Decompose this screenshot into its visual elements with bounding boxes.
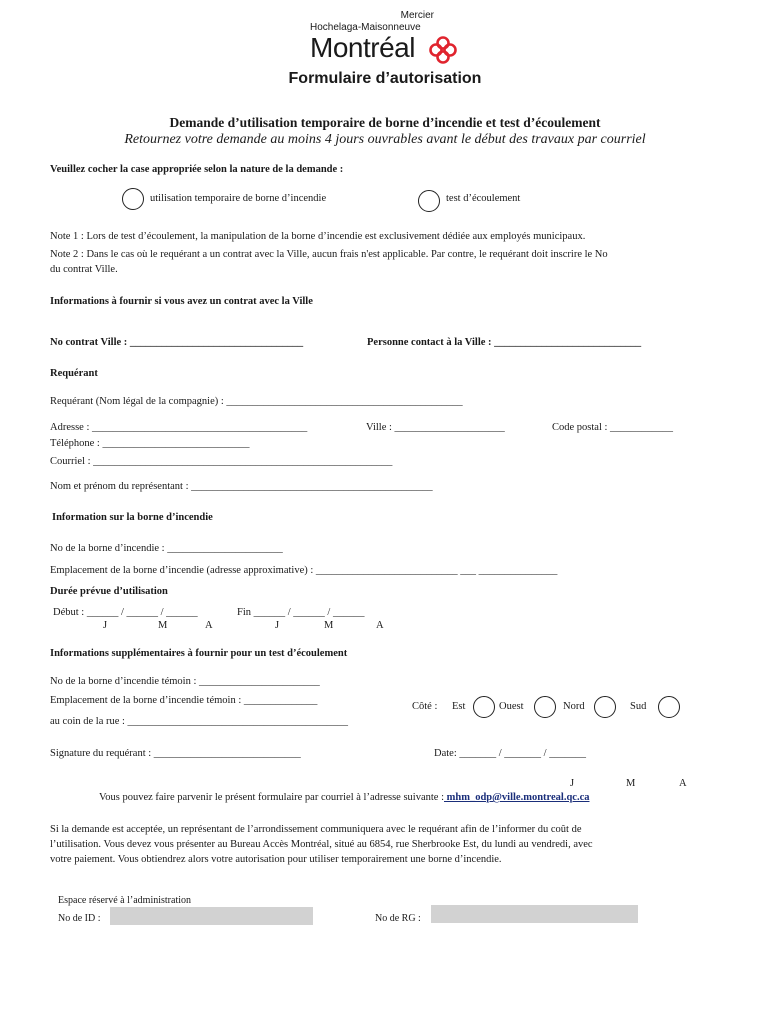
note-2a: Note 2 : Dans le cas où le requérant a un contrat avec la Ville, aucun frais n'est applicable. Par contre, le requérant doit inscrire le No: [50, 249, 608, 260]
logo-city: Montréal: [310, 32, 415, 63]
hydrant-heading: Information sur la borne d’incendie: [52, 512, 213, 523]
logo-line1: Mercier: [400, 10, 434, 21]
city-field[interactable]: Ville : _____________________: [366, 422, 505, 433]
logo-line2: Hochelaga-Maisonneuve: [310, 22, 421, 33]
witness-hydrant-number-field[interactable]: No de la borne d’incendie témoin : _______________________: [50, 676, 320, 687]
end-date-field[interactable]: Fin ______ / ______ / ______: [237, 607, 365, 618]
acceptance-line-1: Si la demande est acceptée, un représentant de l’arrondissement communiquera avec le requérant afin de l’informer du coût de: [50, 824, 582, 835]
radio-north[interactable]: [594, 696, 616, 718]
east-label: Est: [452, 701, 466, 712]
page-title: Formulaire d’autorisation: [288, 70, 482, 87]
representative-field[interactable]: Nom et prénom du représentant : ______________________________________________: [50, 481, 433, 492]
submission-email-link[interactable]: mhm_odp@ville.montreal.qc.ca: [444, 792, 590, 803]
contract-heading: Informations à fournir si vous avez un contrat avec la Ville: [50, 296, 313, 307]
request-type-prompt: Veuillez cocher la case appropriée selon la nature de la demande :: [50, 164, 344, 175]
radio-east[interactable]: [473, 696, 495, 718]
applicant-heading: Requérant: [50, 368, 98, 379]
end-month-label: M: [324, 620, 334, 631]
admin-rg-label: No de RG :: [375, 913, 421, 924]
end-day-label: J: [275, 620, 280, 631]
south-label: Sud: [630, 701, 647, 712]
contract-number-field[interactable]: No contrat Ville : _________________________________: [50, 337, 304, 348]
note-1: Note 1 : Lors de test d’écoulement, la manipulation de la borne d’incendie est exclusivement dédiée aux employés municipaux.: [50, 231, 586, 242]
end-year-label: A: [376, 620, 384, 631]
acceptance-line-2: l’utilisation. Vous devez vous présenter au Bureau Accès Montréal, situé au 6854, rue Sherbrooke Est, du lundi au vendredi, avec: [50, 839, 593, 850]
start-year-label: A: [205, 620, 213, 631]
start-day-label: J: [103, 620, 108, 631]
radio-temporary-use[interactable]: [122, 188, 144, 210]
west-label: Ouest: [499, 701, 524, 712]
submit-text: Vous pouvez faire parvenir le présent formulaire par courriel à l’adresse suivante :: [99, 792, 444, 803]
montreal-rosette-icon: [428, 35, 458, 68]
address-field[interactable]: Adresse : _________________________________________: [50, 422, 308, 433]
legal-name-field[interactable]: Requérant (Nom légal de la compagnie) : _____________________________________________: [50, 396, 463, 407]
hydrant-location-field[interactable]: Emplacement de la borne d’incendie (adresse approximative) : ___________________________ ___ _______________: [50, 565, 558, 576]
witness-hydrant-location-field[interactable]: Emplacement de la borne d’incendie témoin : ______________: [50, 695, 318, 706]
signature-year-label: A: [679, 778, 687, 789]
email-field[interactable]: Courriel : _________________________________________________________: [50, 456, 393, 467]
postal-code-field[interactable]: Code postal : ____________: [552, 422, 674, 433]
admin-id-label: No de ID :: [58, 913, 101, 924]
signature-date-field[interactable]: Date: _______ / _______ / _______: [434, 748, 586, 759]
signature-field[interactable]: Signature du requérant : ____________________________: [50, 748, 301, 759]
submit-instructions: [99, 792, 589, 803]
city-contact-field[interactable]: Personne contact à la Ville : ____________________________: [367, 337, 642, 348]
logo: [310, 8, 470, 64]
side-label: Côté :: [412, 701, 438, 712]
acceptance-line-3: votre paiement. Vous obtiendrez alors votre autorisation pour utiliser temporairement une borne d’incendie.: [50, 854, 502, 865]
submission-instruction: Retournez votre demande au moins 4 jours ouvrables avant le début des travaux par courriel: [124, 132, 646, 147]
admin-label: Espace réservé à l’administration: [58, 895, 191, 906]
admin-rg-field[interactable]: [431, 905, 638, 923]
signature-month-label: M: [626, 778, 636, 789]
north-label: Nord: [563, 701, 585, 712]
note-2b: du contrat Ville.: [50, 264, 118, 275]
radio-west[interactable]: [534, 696, 556, 718]
duration-heading: Durée prévue d’utilisation: [50, 586, 168, 597]
hydrant-number-field[interactable]: No de la borne d’incendie : ______________________: [50, 543, 283, 554]
admin-id-field[interactable]: [110, 907, 313, 925]
flow-test-heading: Informations supplémentaires à fournir pour un test d’écoulement: [50, 648, 348, 659]
radio-south[interactable]: [658, 696, 680, 718]
option-flow-test-label: test d’écoulement: [446, 193, 521, 204]
signature-day-label: J: [570, 778, 575, 789]
start-month-label: M: [158, 620, 168, 631]
option-temporary-use-label: utilisation temporaire de borne d’incendie: [150, 193, 327, 204]
phone-field[interactable]: Téléphone : ____________________________: [50, 438, 250, 449]
radio-flow-test[interactable]: [418, 190, 440, 212]
start-date-field[interactable]: Début : ______ / ______ / ______: [53, 607, 198, 618]
page-subtitle: Demande d’utilisation temporaire de borne d’incendie et test d’écoulement: [169, 115, 601, 130]
street-corner-field[interactable]: au coin de la rue : __________________________________________: [50, 716, 349, 727]
